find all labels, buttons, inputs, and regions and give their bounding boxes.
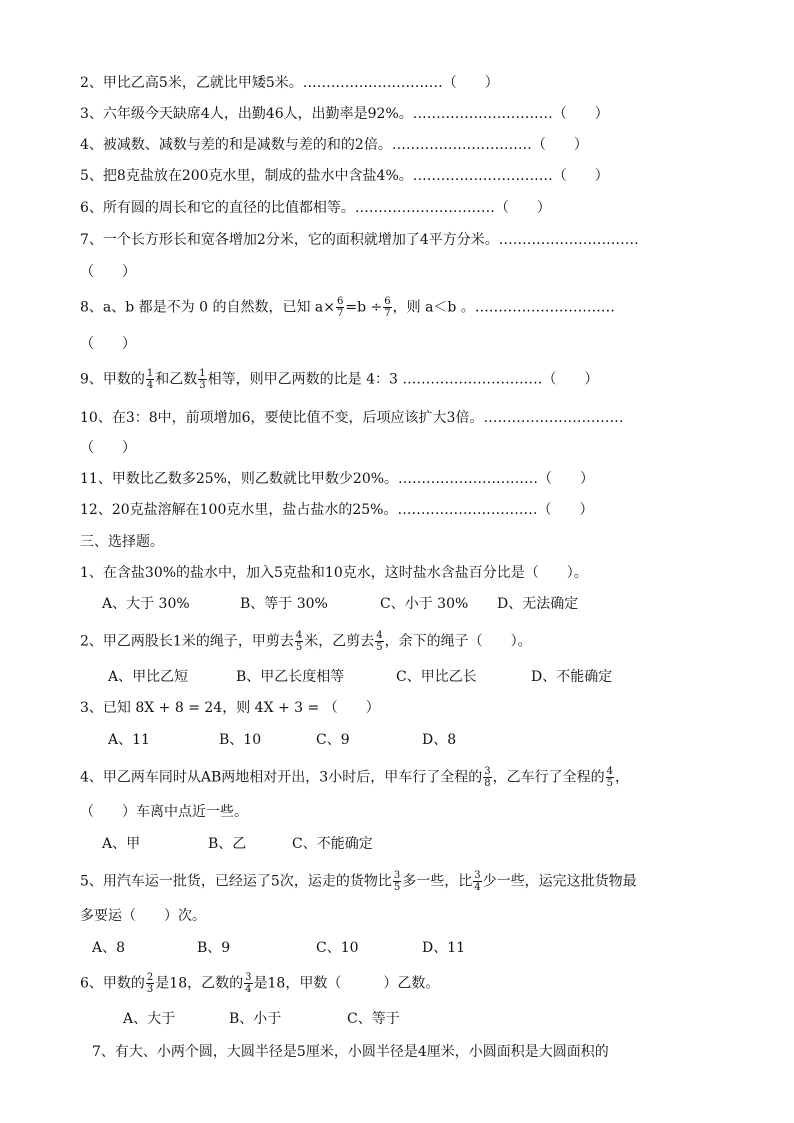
option-c[interactable]: C、甲比乙长: [396, 669, 477, 685]
option-b[interactable]: B、小于: [229, 1011, 282, 1027]
choice-q7: 7、有大、小两个圆，大圆半径是5厘米，小圆半径是4厘米，小圆面积是大圆面积的: [92, 1044, 609, 1060]
choice-q3: 3、已知 8X + 8 = 24，则 4X + 3 = （ ）: [80, 700, 380, 716]
option-d[interactable]: D、不能确定: [531, 669, 613, 685]
judge-q8-text-c: ，则 a＜b 。…………………………: [392, 299, 615, 316]
fraction-numerator: 4: [606, 766, 613, 777]
judge-q9-text-b: 和乙数: [155, 371, 198, 388]
fraction-numerator: 1: [146, 368, 154, 379]
fraction-denominator: 5: [376, 642, 383, 653]
judge-q2: 2、甲比乙高5米，乙就比甲矮5米。…………………………（ ）: [80, 75, 499, 91]
judge-q6: 6、所有圆的周长和它的直径的比值都相等。…………………………（ ）: [80, 200, 551, 216]
choice-q2-text-a: 2、甲乙两股长1米的绳子，甲剪去: [80, 633, 294, 650]
option-c[interactable]: C、小于 30%: [380, 596, 469, 612]
choice-q2: [80, 630, 532, 653]
choice-q4-text-a: 4、甲乙两车同时从AB两地相对开出，3小时后，甲车行了全程的: [80, 769, 483, 786]
fraction-denominator: 3: [199, 380, 206, 391]
choice-q4-line2: （ ）车离中点近一些。: [80, 804, 248, 820]
option-b[interactable]: B、9: [197, 940, 231, 956]
option-d[interactable]: D、无法确定: [497, 596, 579, 612]
choice-q2-text-c: ，余下的绳子（ ）。: [384, 633, 532, 650]
fraction-numerator: 3: [484, 766, 491, 777]
fraction-4-5-second: [375, 630, 383, 653]
choice-q6-text-a: 6、甲数的: [80, 975, 145, 992]
option-d[interactable]: D、8: [422, 732, 457, 748]
judge-q10-answer[interactable]: （ ）: [80, 440, 136, 456]
fraction-numerator: 3: [245, 972, 252, 983]
fraction-numerator: 4: [376, 630, 383, 641]
fraction-numerator: 1: [199, 368, 206, 379]
fraction-numerator: 3: [393, 870, 401, 881]
fraction-3-8: [483, 766, 491, 789]
choice-q4: [80, 766, 629, 789]
fraction-3-5: [393, 870, 401, 893]
option-a[interactable]: A、大于 30%: [102, 596, 190, 612]
fraction-numerator: 6: [384, 296, 391, 307]
judge-q5: 5、把8克盐放在200克水里，制成的盐水中含盐4%。…………………………（ ）: [80, 168, 609, 184]
choice-q5-text-b: 多一些，比: [402, 873, 473, 890]
choice-q6-text-c: 是18，甲数（ ）乙数。: [253, 975, 440, 992]
option-c[interactable]: C、等于: [347, 1011, 400, 1027]
judge-q8: [80, 296, 615, 319]
fraction-2-3: [146, 972, 154, 995]
judge-q8-text-b: =b ÷: [345, 299, 383, 316]
option-c[interactable]: C、不能确定: [292, 836, 373, 852]
option-c[interactable]: C、10: [316, 940, 359, 956]
fraction-numerator: 2: [146, 972, 154, 983]
option-b[interactable]: B、乙: [208, 836, 247, 852]
fraction-numerator: 4: [295, 630, 303, 641]
fraction-denominator: 4: [474, 882, 481, 893]
choice-q2-text-b: 米，乙剪去: [304, 633, 375, 650]
option-d[interactable]: D、11: [422, 940, 466, 956]
fraction-denominator: 8: [484, 778, 491, 789]
fraction-4-5: [606, 766, 614, 789]
fraction-6-7-second: [383, 296, 391, 319]
option-b[interactable]: B、甲乙长度相等: [236, 669, 345, 685]
fraction-denominator: 3: [146, 984, 154, 995]
option-a[interactable]: A、甲: [102, 836, 141, 852]
choice-q5-text-a: 5、用汽车运一批货，已经运了5次，运走的货物比: [80, 873, 392, 890]
option-a[interactable]: A、甲比乙短: [108, 669, 189, 685]
choice-q1: 1、在含盐30%的盐水中，加入5克盐和10克水，这时盐水含盐百分比是（ ）。: [80, 565, 588, 581]
fraction-denominator: 5: [393, 882, 401, 893]
option-b[interactable]: B、等于 30%: [240, 596, 328, 612]
choice-q6: [80, 972, 439, 995]
judge-q9-text-c: 相等，则甲乙两数的比是 4：3 …………………………（ ）: [207, 371, 599, 388]
option-a[interactable]: A、11: [108, 732, 150, 748]
section-title-choice: 三、选择题。: [80, 534, 164, 550]
judge-q9-text-a: 9、甲数的: [80, 371, 145, 388]
option-a[interactable]: A、大于: [123, 1011, 176, 1027]
judge-q8-answer[interactable]: （ ）: [80, 336, 136, 352]
option-c[interactable]: C、9: [316, 732, 350, 748]
judge-q10: 10、在3：8中，前项增加6，要使比值不变，后项应该扩大3倍。…………………………: [80, 410, 624, 426]
choice-q4-text-c: ，: [614, 769, 629, 786]
fraction-numerator: 6: [337, 296, 344, 307]
option-b[interactable]: B、10: [219, 732, 262, 748]
choice-q5-line2: 多要运（ ）次。: [80, 908, 206, 924]
judge-q7: 7、一个长方形长和宽各增加2分米，它的面积就增加了4平方分米。…………………………: [80, 232, 639, 248]
choice-q5-text-c: 少一些，运完这批货物最: [482, 873, 637, 890]
fraction-3-4: [473, 870, 481, 893]
fraction-denominator: 7: [337, 308, 344, 319]
choice-q4-text-b: ，乙车行了全程的: [492, 769, 605, 786]
judge-q12: 12、20克盐溶解在100克水里，盐占盐水的25%。…………………………（ ）: [80, 502, 594, 518]
fraction-denominator: 4: [146, 380, 154, 391]
judge-q8-text-a: 8、a、b 都是不为 0 的自然数，已知 a×: [80, 299, 336, 316]
fraction-3-4: [244, 972, 252, 995]
fraction-numerator: 3: [474, 870, 481, 881]
judge-q7-answer[interactable]: （ ）: [80, 264, 136, 280]
judge-q9: [80, 368, 598, 391]
fraction-denominator: 4: [245, 984, 252, 995]
fraction-6-7: [336, 296, 344, 319]
fraction-denominator: 5: [606, 778, 613, 789]
judge-q3: 3、六年级今天缺席4人，出勤46人，出勤率是92%。…………………………（ ）: [80, 106, 609, 122]
fraction-denominator: 5: [295, 642, 303, 653]
fraction-1-3: [198, 368, 206, 391]
fraction-1-4: [146, 368, 154, 391]
fraction-denominator: 7: [384, 308, 391, 319]
judge-q11: 11、甲数比乙数多25%，则乙数就比甲数少20%。…………………………（ ）: [80, 471, 595, 487]
option-a[interactable]: A、8: [92, 940, 126, 956]
fraction-4-5: [295, 630, 303, 653]
choice-q6-text-b: 是18，乙数的: [155, 975, 244, 992]
choice-q5: [80, 870, 637, 893]
judge-q4: 4、被减数、减数与差的和是减数与差的和的2倍。…………………………（ ）: [80, 137, 588, 153]
